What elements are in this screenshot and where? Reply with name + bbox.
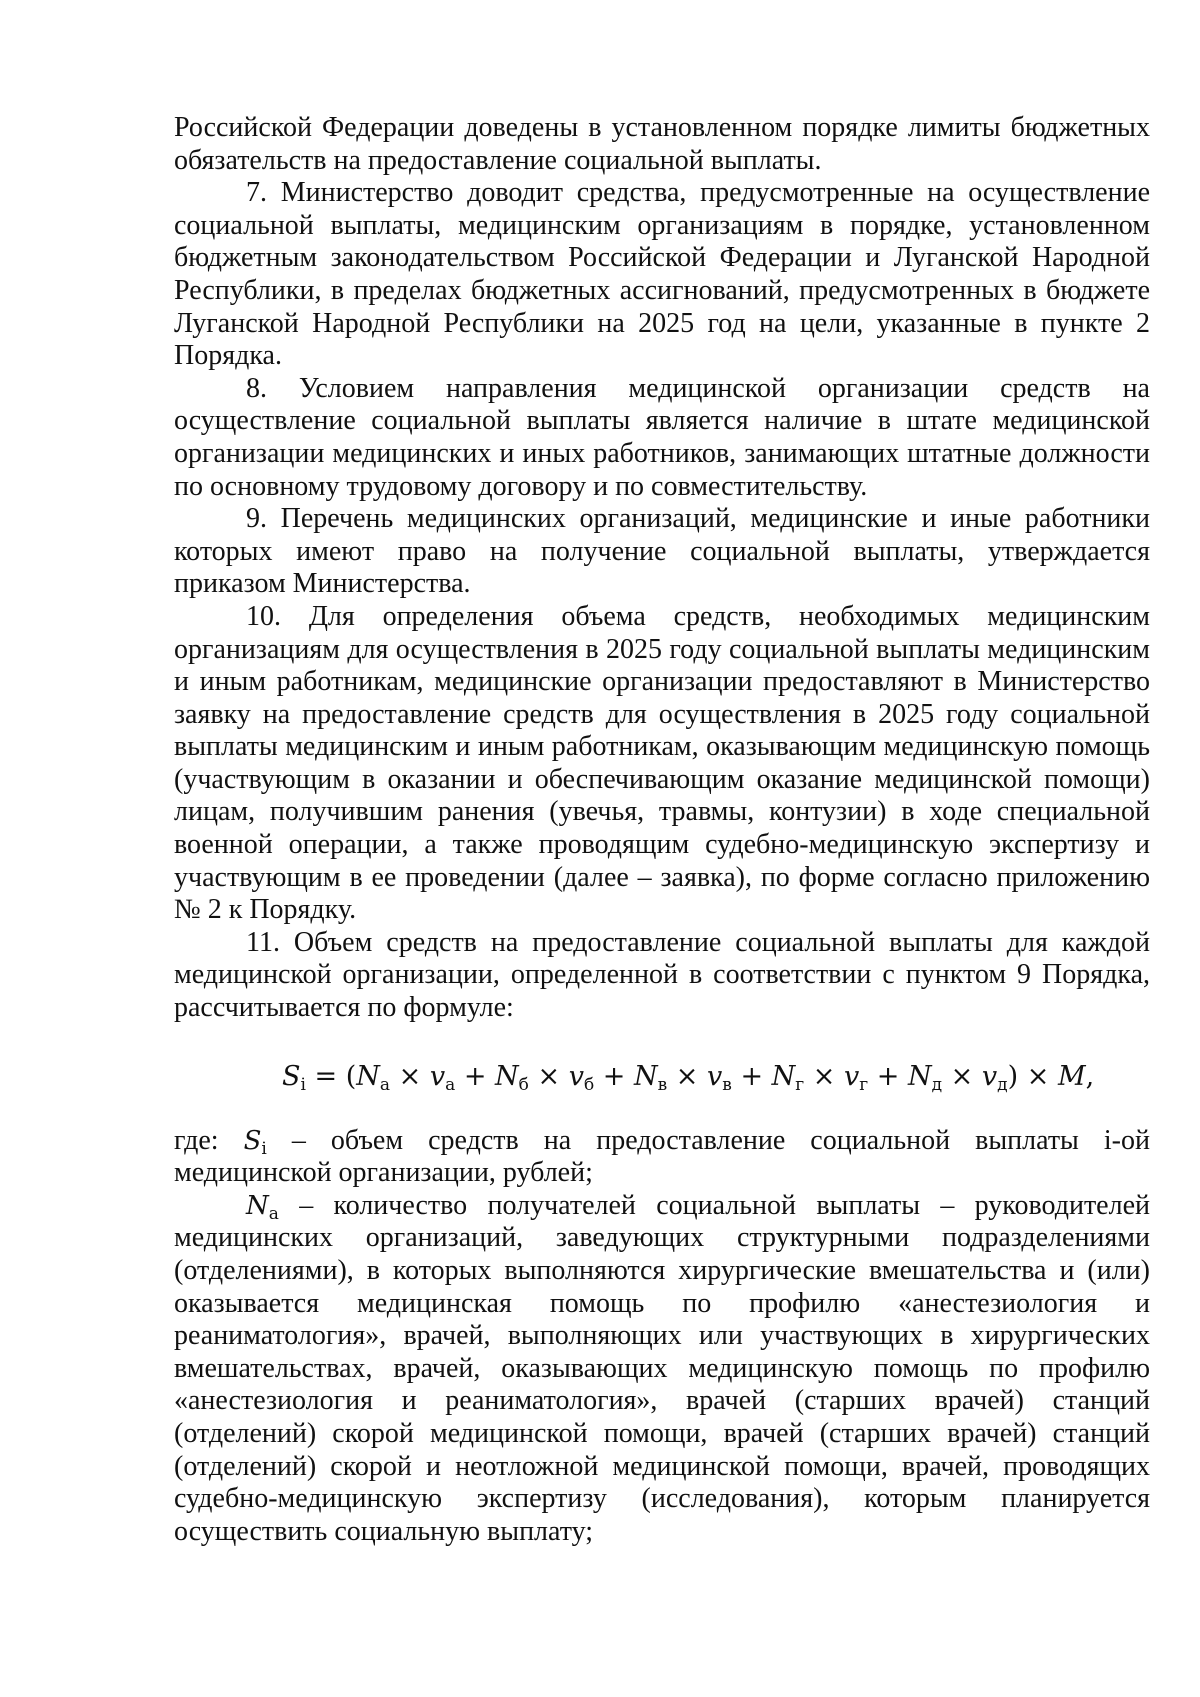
na-text: – количество получателей социальной выплаты – руководителей медицинских организаций, заведующих структурными подразделениями (отделениями), в которых выполняются хирургические вмешательства и (или) оказывается медицинская помощь по профилю «анестезиология и реаниматология», врачей, выполняющих или участвующих в хирургических вмешательствах, врачей, оказывающих медицинскую помощь по профилю «анестезиология и реаниматология», врачей (старших врачей) станций (отделений) скорой медицинской помощи, врачей (старших врачей) станций (отделений) скорой и неотложной медицинской помощи, врачей, проводящих судебно-медицинскую экспертизу (исследования), которым планируется осуществить социальную выплату; [174,1189,1150,1547]
paragraph-na [174,1190,1150,1549]
formula-plus: + [455,1060,496,1092]
paragraph-10: 10. Для определения объема средств, необходимых медицинским организациям для осуществления в 2025 году социальной выплаты медицинским и иным работникам, медицинские организации предоставляют в Министерство заявку на предоставление средств для осуществления в 2025 году социальной выплаты медицинским и иным работникам, оказывающим медицинскую помощь (участвующим в оказании и обеспечивающим оказание медицинской помощи) лицам, получившим ранения (увечья, травмы, контузии) в ходе специальной военной операции, а также проводящим судебно-медицинскую экспертизу и участвующим в ее проведении (далее – заявка), по форме согласно приложению № 2 к Порядку. [174,600,1150,926]
where-prefix: где: [174,1124,244,1156]
formula-n-v: N [634,1060,658,1092]
formula-n-d: N [907,1060,932,1092]
formula-v-d: v [981,1060,998,1092]
formula-n-b: N [495,1060,519,1092]
paragraph-where [174,1125,1150,1190]
paragraph-8: 8. Условием направления медицинской организации средств на осуществление социальной выплаты является наличие в штате медицинской организации медицинских и иных работников, занимающих штатные должности по основному трудовому договору и по совместительству. [174,372,1150,502]
formula-n-b-sub: б [518,1074,529,1095]
where-var-symbol: S [243,1125,262,1156]
payment-formula [174,1059,1150,1095]
paragraph-7: 7. Министерство доводит средства, предусмотренные на осуществление социальной выплаты, медицинским организациям в порядке, установленном бюджетным законодательством Российской Федерации и Луганской Народной Республики, в пределах бюджетных ассигнований, предусмотренных в бюджете Луганской Народной Республики на 2025 год на цели, указанные в пункте 2 Порядка. [174,177,1150,372]
formula-times: × [804,1060,844,1092]
formula-equals: = ( [305,1060,357,1092]
formula-v-v-sub: в [722,1074,732,1095]
formula-v-g: v [844,1060,860,1092]
where-var [243,1125,267,1159]
formula-times: × [528,1060,569,1092]
formula-lhs-sub: i [300,1074,306,1095]
where-var-sub: i [261,1138,267,1159]
formula-n-g: N [771,1060,796,1092]
formula-close-times: ) × [1007,1060,1058,1092]
formula-plus: + [731,1060,772,1092]
formula-times: × [667,1060,708,1092]
formula-n-a: N [356,1060,380,1092]
formula-v-d-sub: д [997,1074,1008,1095]
formula-n-d-sub: д [931,1074,943,1095]
formula-v-v: v [707,1060,723,1092]
formula-n-g-sub: г [795,1074,805,1095]
formula-times: × [390,1060,430,1092]
formula-lhs-var: S [282,1060,301,1092]
formula-v-b-sub: б [583,1074,595,1095]
formula-v-b: v [568,1060,584,1092]
formula-times: × [942,1060,982,1092]
paragraph-9: 9. Перечень медицинских организаций, медицинские и иные работники которых имеют право на получение социальной выплаты, утверждается приказом Министерства. [174,503,1150,600]
formula-v-a-sub: а [445,1074,456,1095]
na-var [246,1190,279,1224]
where-text: – объем средств на предоставление социальной выплаты i-ой медицинской организации, рублей; [174,1124,1150,1189]
formula-plus: + [868,1060,908,1092]
na-var-symbol: N [246,1190,269,1221]
formula-m-var: M [1057,1060,1086,1092]
formula-n-a-sub: а [379,1074,391,1095]
formula-plus: + [594,1060,635,1092]
paragraph-intro: Российской Федерации доведены в установленном порядке лимиты бюджетных обязательств на предоставление социальной выплаты. [174,112,1150,176]
formula-v-a: v [429,1060,446,1092]
formula-v-g-sub: г [859,1074,869,1095]
document-body [174,112,1150,1548]
na-var-sub: а [268,1203,279,1224]
formula-n-v-sub: в [657,1074,668,1095]
paragraph-11: 11. Объем средств на предоставление социальной выплаты для каждой медицинской организации, определенной в соответствии с пунктом 9 Порядка, рассчитывается по формуле: [174,926,1150,1024]
formula-tail: , [1085,1060,1095,1092]
